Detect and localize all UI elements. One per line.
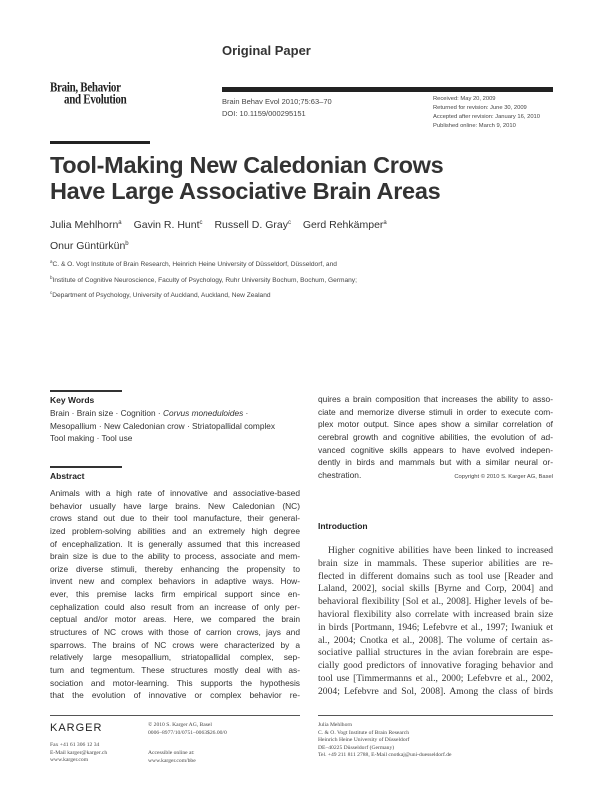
affiliation: $^b$Institute of Cognitive Neuroscience, Faculty of Psychology, Ruhr University Bochum, Bochum, Germany; bbox=[50, 274, 357, 284]
text-line: relatively large mesopallium, striatopallidal complex, sep- bbox=[50, 652, 300, 663]
author-list bbox=[50, 214, 396, 256]
text-line: brain size is due to the ability to process, associate and mem- bbox=[50, 551, 300, 562]
footer-rule bbox=[318, 715, 553, 716]
citation-block bbox=[222, 96, 332, 120]
text-line: ized problem-solving abilities and an extremely high degree bbox=[50, 525, 300, 536]
article-type: Original Paper bbox=[222, 43, 311, 58]
footer-copyright: © 2010 S. Karger AG, Basel 0006–8977/10/0751–0063$26.00/0 bbox=[148, 722, 227, 736]
text-line: chestration. bbox=[318, 469, 362, 480]
online-access: Accessible online at: www.karger.com/bbe bbox=[148, 750, 196, 764]
text-line: 2004; Lefebvre and Sol, 2008]. Among the class of birds bbox=[318, 685, 553, 697]
abstract-body bbox=[50, 487, 300, 702]
text-line: al., 2004; Cnotka et al., 2008]. The volume of certain as- bbox=[318, 634, 553, 646]
text-line: in birds [Portmann, 1946; Lefebvre et al., 1997; Iwaniuk et bbox=[318, 621, 553, 633]
text-line: flected in different domains such as tool use [Reader and bbox=[318, 570, 553, 582]
text-line: sociative pallial structures in the avian forebrain are espe- bbox=[318, 647, 553, 659]
text-line: orize diverse stimuli, thereby enhancing the propensity to bbox=[50, 563, 300, 574]
correspondence: Julia Mehlhorn C. & O. Vogt Institute of Brain Research Heinrich Heine University of Düsseldorf DE–40225 Düsseldorf (Germany) Tel. +49 211 811 2788, E-Mail cnotkaj@uni-duesseldorf.de bbox=[318, 722, 452, 759]
text-line: structures of NC crows with those of carrion crows, jays and bbox=[50, 627, 300, 638]
text-line: vanced cognitive skills appears to have evolved indepen- bbox=[318, 444, 553, 455]
publisher-logo: KARGER bbox=[50, 722, 103, 734]
journal-logo bbox=[50, 82, 126, 106]
author: Gavin R. Hunt$^c$ bbox=[133, 219, 203, 231]
text-line: invent new and complex behaviors in adaptive ways. How- bbox=[50, 576, 300, 587]
date-published: Published online: March 9, 2010 bbox=[433, 123, 516, 129]
copyright-notice: Copyright © 2010 S. Karger AG, Basel bbox=[454, 474, 553, 481]
footer-rule bbox=[50, 715, 300, 716]
abstract-rule bbox=[50, 466, 122, 468]
text-line: plex motor output. Since apes show a similar correlation of bbox=[318, 419, 553, 430]
text-line: that the evolution of innovative or complex behavior re- bbox=[50, 690, 300, 701]
date-received: Received: May 20, 2009 bbox=[433, 96, 496, 102]
text-line: sociation and motor-learning. This supports the hypothesis bbox=[50, 677, 300, 688]
text-line: tool use [Timmermanns et al., 2000; Lefebvre et al., 2002, bbox=[318, 672, 553, 684]
affiliation: $^c$Department of Psychology, University of Auckland, Auckland, New Zealand bbox=[50, 290, 271, 299]
text-line: cephalization could also result from an increase of only per- bbox=[50, 601, 300, 612]
title-rule bbox=[50, 141, 150, 144]
author: Onur Güntürkün$^b$ bbox=[50, 240, 129, 252]
text-line: tum and tegmentum. These structures mostly deal with as- bbox=[50, 664, 300, 675]
publisher-email[interactable]: E-Mail karger@karger.ch bbox=[50, 749, 108, 756]
publication-dates bbox=[433, 95, 540, 131]
citation: Brain Behav Evol 2010;75:63–70 bbox=[222, 97, 332, 106]
introduction-heading: Introduction bbox=[318, 521, 368, 531]
header-rule bbox=[222, 87, 553, 92]
text-line: crows stand out due to their tool manufacture, their general- bbox=[50, 513, 300, 524]
text-line: Higher cognitive abilities have been linked to increased bbox=[328, 545, 553, 556]
date-accepted: Accepted after revision: January 16, 2010 bbox=[433, 114, 540, 120]
text-line: behavioral flexibility [Sol et al., 2008]. Higher levels of be- bbox=[318, 596, 553, 608]
publisher-website[interactable]: www.karger.com bbox=[50, 757, 89, 764]
keywords-rule bbox=[50, 390, 122, 392]
author: Russell D. Gray$^c$ bbox=[214, 219, 291, 231]
publisher-contact: Fax +41 61 306 12 34 E-Mail karger@karger.ch www.karger.com bbox=[50, 742, 108, 764]
text-line: cerebral growth and cognitive abilities, the evolution of ad- bbox=[318, 431, 553, 442]
text-line: cially good predictors of innovative foraging behavior and bbox=[318, 660, 553, 672]
keywords: Brain · Brain size · Cognition · Corvus moneduloides · Mesopallium · New Caledonian crow · Striatopallidal complex Tool making · Tool use bbox=[50, 408, 276, 444]
text-line: ciate and memorize diverse stimuli in order to execute com- bbox=[318, 406, 553, 417]
affiliations bbox=[50, 256, 357, 303]
text-line: quires a brain composition that increases the ability to asso- bbox=[318, 394, 553, 404]
text-line: Laland, 2002], social skills [Byrne and Corp, 2004] and bbox=[318, 583, 553, 595]
author: Julia Mehlhorn$^a$ bbox=[50, 219, 122, 231]
text-line: brain size in mammals. These superior abilities are re- bbox=[318, 557, 553, 569]
keywords-heading: Key Words bbox=[50, 395, 95, 405]
title-line: Have Large Associative Brain Areas bbox=[50, 178, 441, 204]
doi[interactable]: DOI: 10.1159/000295151 bbox=[222, 109, 306, 118]
text-line: Animals with a high rate of innovative and associative-based bbox=[50, 488, 300, 498]
abstract-continued bbox=[318, 393, 553, 484]
text-line: ceptual and/or motor areas. Here, we compared the brain bbox=[50, 614, 300, 625]
paper-title bbox=[50, 152, 443, 204]
text-line: behavior usually have large brains. New Caledonian (NC) bbox=[50, 500, 300, 511]
title-line: Tool-Making New Caledonian Crows bbox=[50, 152, 444, 178]
author: Gerd Rehkämper$^a$ bbox=[302, 219, 387, 231]
date-returned: Returned for revision: June 30, 2009 bbox=[433, 105, 527, 111]
affiliation: $^a$C. & O. Vogt Institute of Brain Research, Heinrich Heine University of Düsseldorf, Düsseldorf, and bbox=[50, 259, 337, 268]
text-line: of encephalization. It is generally assumed that this increased bbox=[50, 538, 300, 549]
introduction-body bbox=[318, 545, 553, 699]
journal-logo-line: Brain, Behavior bbox=[50, 80, 121, 96]
text-line: havioral flexibility also correlate with increased brain size bbox=[318, 608, 553, 620]
text-line: dently in birds and mammals but with a similar neural or- bbox=[318, 457, 553, 468]
text-line: ever, this premise lacks firm empirical support since en- bbox=[50, 589, 300, 600]
text-line: sparrows. The brains of NC crows were characterized by a bbox=[50, 639, 300, 650]
journal-logo-line: and Evolution bbox=[64, 92, 127, 108]
journal-url[interactable]: www.karger.com/bbe bbox=[148, 757, 196, 764]
abstract-heading: Abstract bbox=[50, 471, 85, 481]
